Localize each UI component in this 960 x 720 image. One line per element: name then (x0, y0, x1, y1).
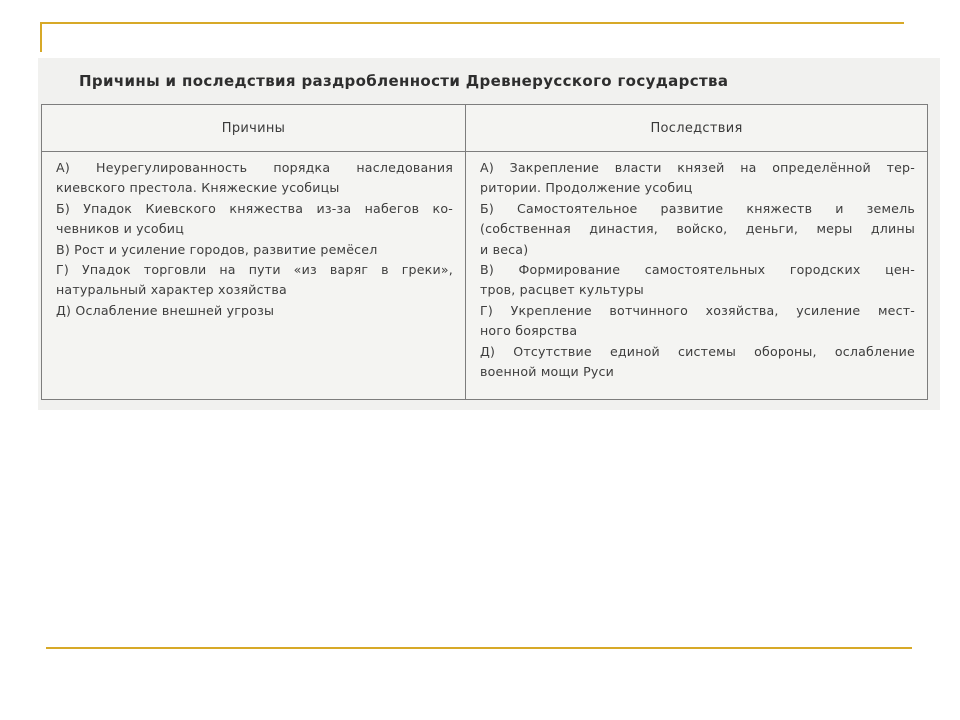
left-accent-line (40, 22, 42, 52)
cause-line: В) Рост и усиление городов, развитие ремёсел (56, 241, 378, 257)
consequence-line: военной мощи Руси (480, 364, 615, 380)
causes-consequences-table (41, 104, 928, 400)
table-title: Причины и последствия раздробленности Древнерусского государства (79, 72, 729, 90)
consequence-line: А) Закрепление власти князей на определённой тер- (480, 160, 915, 175)
consequences-cell (466, 152, 928, 400)
consequence-line: и веса) (480, 241, 529, 257)
consequence-line: В) Формирование самостоятельных городских цен- (480, 262, 915, 278)
causes-cell (42, 152, 466, 400)
table-header-row (42, 105, 928, 152)
bottom-accent-line (46, 647, 912, 649)
top-accent-line (40, 22, 904, 24)
scanned-table-image (38, 58, 940, 410)
cause-line: киевского престола. Княжеские усобицы (56, 180, 340, 196)
table-body-row (42, 152, 928, 400)
consequence-line: тров, расцвет культуры (480, 282, 644, 298)
causes-list (56, 158, 453, 321)
cause-line: Д) Ослабление внешней угрозы (56, 302, 275, 318)
cause-line: натуральный характер хозяйства (56, 282, 287, 298)
cause-line: чевников и усобиц (56, 221, 184, 237)
cause-line: А) Неурегулированность порядка наследования (56, 160, 453, 175)
header-causes: Причины (42, 105, 466, 152)
consequence-line: Б) Самостоятельное развитие княжеств и земель (480, 200, 915, 216)
cause-line: Г) Упадок торговли на пути «из варяг в греки», (56, 262, 453, 278)
cause-line: Б) Упадок Киевского княжества из-за набегов ко- (56, 200, 453, 216)
consequence-line: ного боярства (480, 323, 578, 339)
consequence-line: Д) Отсутствие единой системы обороны, ослабление (480, 343, 915, 359)
consequence-line: ритории. Продолжение усобиц (480, 180, 693, 196)
consequence-line: (собственная династия, войско, деньги, меры длины (480, 221, 915, 237)
consequences-list (480, 158, 915, 382)
consequence-line: Г) Укрепление вотчинного хозяйства, усиление мест- (480, 302, 915, 318)
header-consequences: Последствия (466, 105, 928, 152)
